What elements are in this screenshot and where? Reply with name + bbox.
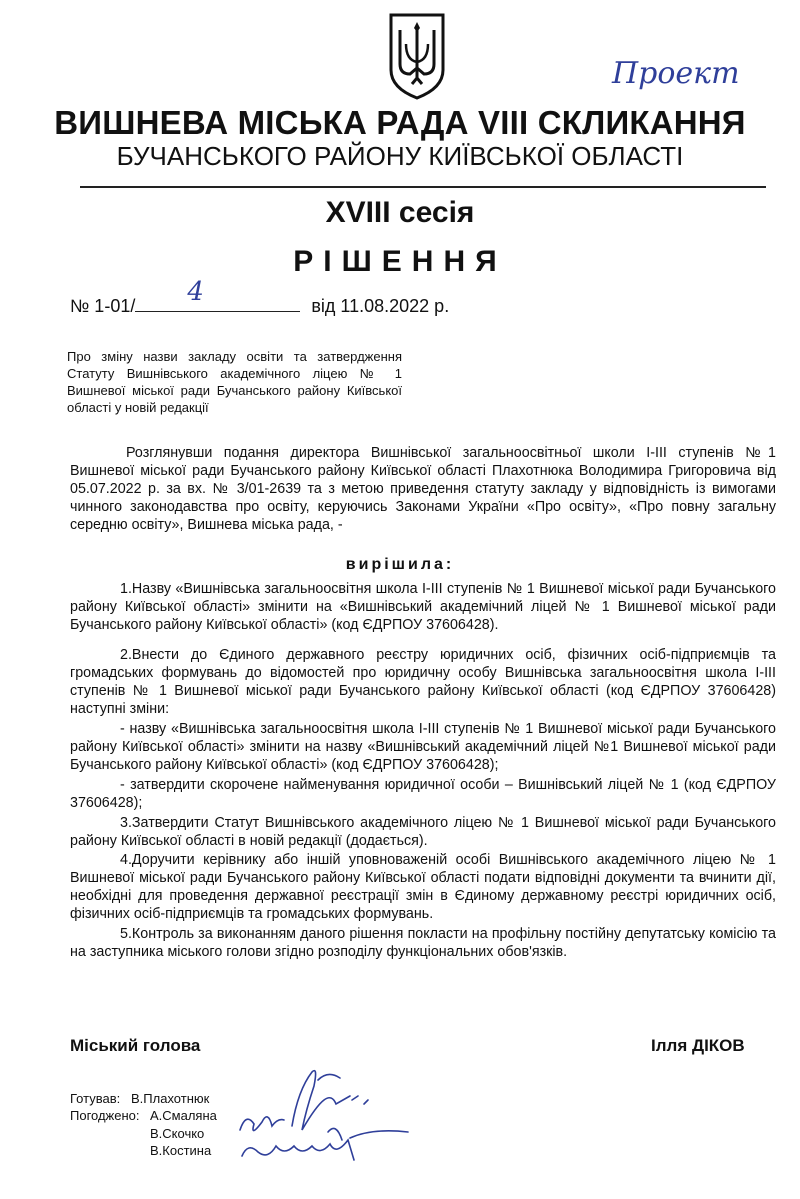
decision-number [70,277,450,317]
agreed-by-3: В.Костина [150,1143,212,1158]
draft-stamp-text: Проект [612,56,740,91]
decision-subject: Про зміну назви закладу освіти та затвердження Статуту Вишнівського академічного ліцею № 1 Вишневої міської ради Бучанського району Київської області у новій редакції [67,349,402,415]
council-title: ВИШНЕВА МІСЬКА РАДА VIII СКЛИКАННЯ [54,104,746,141]
mayor-name: Ілля ДІКОВ [651,1036,745,1055]
trident-emblem-icon [388,12,446,100]
item-4: 4.Доручити керівнику або іншій уповноваженій особі Вишнівського академічного ліцею № 1 Вишневої міської ради Бучанського району Київської області подати відповідні документи та вчинити дії, необхідні для проведення державної реєстрації змін в Єдиному державному реєстрі юридичних осіб, фізичних осіб-підприємців та громадських формувань. [70,852,776,922]
district-title: БУЧАНСЬКОГО РАЙОНУ КИЇВСЬКОЇ ОБЛАСТІ [116,141,684,171]
agreed-by-1: А.Смаляна [150,1108,217,1123]
agreed-label: Погоджено: [70,1108,140,1123]
item-5: 5.Контроль за виконанням даного рішення покласти на профільну постійну депутатську комісію та на заступника міського голови згідно розподілу функціональних обов'язків. [70,926,776,960]
resolved-heading: вирішила: [345,556,455,573]
handwritten-number: 4 [187,277,204,307]
item-1: 1.Назву «Вишнівська загальноосвітня школа І-ІІІ ступенів № 1 Вишневої міської ради Бучанського району Київської області» змінити на «Вишнівський академічний ліцей № 1 Вишневої міської ради Бучанського району Київської області» (код ЄДРПОУ 37606428). [70,581,776,633]
agreed-by-2: В.Скочко [150,1126,205,1141]
preamble-paragraph: Розглянувши подання директора Вишнівської загальноосвітньої школи І-ІІІ ступенів №1 Вишневої міської ради Бучанського району Київської області Плахотнюка Володимира Григоровича від 05.07.2022 р. за вх. № 3/01-2639 та з метою приведення статуту закладу у відповідність із вимогами чинного законодавства про освіту, керуючись Законами України «Про освіту», «Про повну загальну середню освіту», Вишнева міська рада, - [70,445,776,533]
item-2: 2.Внести до Єдиного державного реєстру юридичних осіб, фізичних осіб-підприємців та громадських формувань до відомостей про юридичну особу Вишнівська загальноосвітня школа І-ІІІ ступенів № 1 Вишневої міської ради Бучанського району Київської області (код ЄДРПОУ 37606428) наступні зміни: [70,647,776,717]
number-prefix: № 1-01/ [70,296,136,316]
item-3: 3.Затвердити Статут Вишнівського академічного ліцею № 1 Вишневої міської ради Бучанського району Київської області в новій редакції (додається). [70,815,776,849]
draft-stamp [612,56,740,96]
session-title: XVIII сесія [325,196,475,229]
mayor-label: Міський голова [70,1036,201,1055]
item-2-change-name: - назву «Вишнівська загальноосвітня школа І-ІІІ ступенів № 1 Вишневої міської ради Бучанського району Київської області» змінити на назву «Вишнівський академічний ліцей №1 Вишневої міської ради Бучанського району Київської області» (код ЄДРПОУ 37606428); [70,721,776,773]
decision-title: РІШЕННЯ [293,245,507,278]
number-blank [135,277,300,312]
header-divider [80,186,766,188]
prepared-label: Готував: [70,1091,121,1106]
prepared-by: В.Плахотнюк [131,1091,210,1106]
item-2-change-short-name: - затвердити скорочене найменування юридичної особи – Вишнівський ліцей № 1 (код ЄДРПОУ 37606428); [70,777,776,811]
decision-date: від 11.08.2022 р. [311,296,450,316]
handwritten-signatures [232,1060,432,1170]
